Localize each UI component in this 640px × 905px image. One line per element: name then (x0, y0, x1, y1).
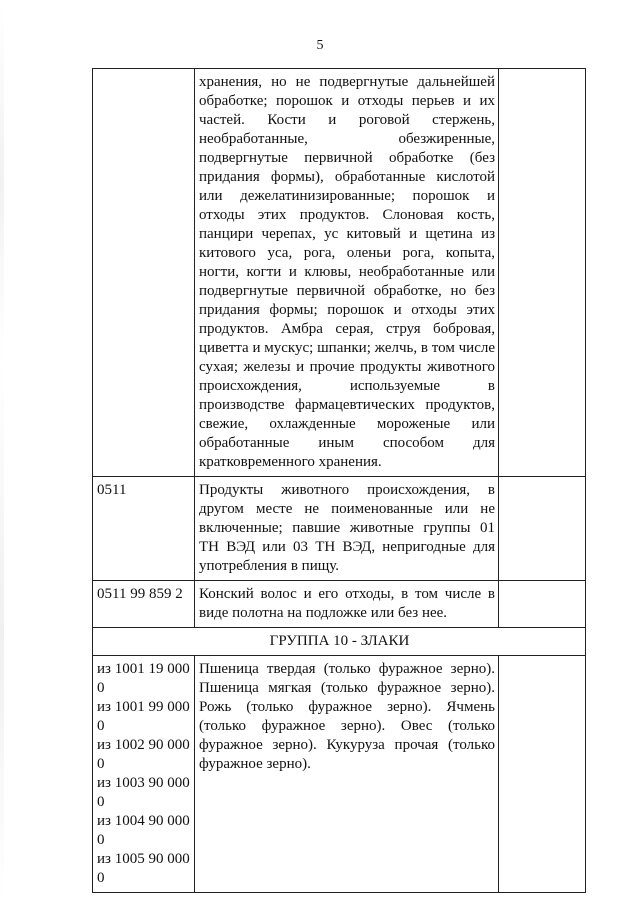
code-item: из 1002 90 000 0 (97, 737, 190, 772)
note-cell (499, 581, 586, 628)
table-row (93, 69, 586, 477)
description-cell: Конский волос и его отходы, в том числе в виде полотна на подложке или без нее. (195, 581, 499, 628)
table-row (93, 656, 586, 893)
code-item: из 1005 90 000 0 (97, 851, 190, 886)
goods-table (92, 68, 586, 893)
code-item: из 1004 90 000 0 (97, 813, 190, 848)
code-item: из 1001 99 000 0 (97, 699, 190, 734)
code-cell (93, 69, 195, 477)
code-cell (93, 656, 195, 893)
table-row (93, 477, 586, 581)
description-cell: хранения, но не подвергнутые дальнейшей обработке; порошок и отходы перьев и их частей. Кости и роговой стержень, необработанные, обезжиренные, подвергнутые первичной обработке (без придания формы), обработанные кислотой или дежелатинизированные; порошок и отходы этих продуктов. Слоновая кость, панцири черепах, ус китовый и щетина из китового уса, рога, оленьи рога, копыта, ногти, когти и клювы, необработанные или подвергнутые первичной обработке, но без придания формы; порошок и отходы этих продуктов. Амбра серая, струя бобровая, циветта и мускус; шпанки; желчь, в том числе сухая; железы и прочие продукты животного происхождения, используемые в производстве фармацевтических продуктов, свежие, охлажденные мороженые или обработанные иным способом для кратковременного хранения. (195, 69, 499, 477)
note-cell (499, 656, 586, 893)
code-cell: 0511 99 859 2 (93, 581, 195, 628)
page-number: 5 (316, 38, 324, 53)
table-row (93, 581, 586, 628)
description-cell: Пшеница твердая (только фуражное зерно). Пшеница мягкая (только фуражное зерно). Рожь (только фуражное зерно). Ячмень (только фуражное зерно). Овес (только фуражное зерно). Кукуруза прочая (только фуражное зерно). (195, 656, 499, 893)
note-cell (499, 477, 586, 581)
code-item: из 1003 90 000 0 (97, 775, 190, 810)
scan-edge-mark (0, 0, 4, 905)
group-header-row (93, 628, 586, 656)
note-cell (499, 69, 586, 477)
code-item: из 1001 19 000 0 (97, 661, 190, 696)
code-cell: 0511 (93, 477, 195, 581)
description-cell: Продукты животного происхождения, в другом месте не поименованные или не включенные; павшие животные группы 01 ТН ВЭД или 03 ТН ВЭД, непригодные для употребления в пищу. (195, 477, 499, 581)
group-title: ГРУППА 10 - ЗЛАКИ (93, 628, 586, 656)
